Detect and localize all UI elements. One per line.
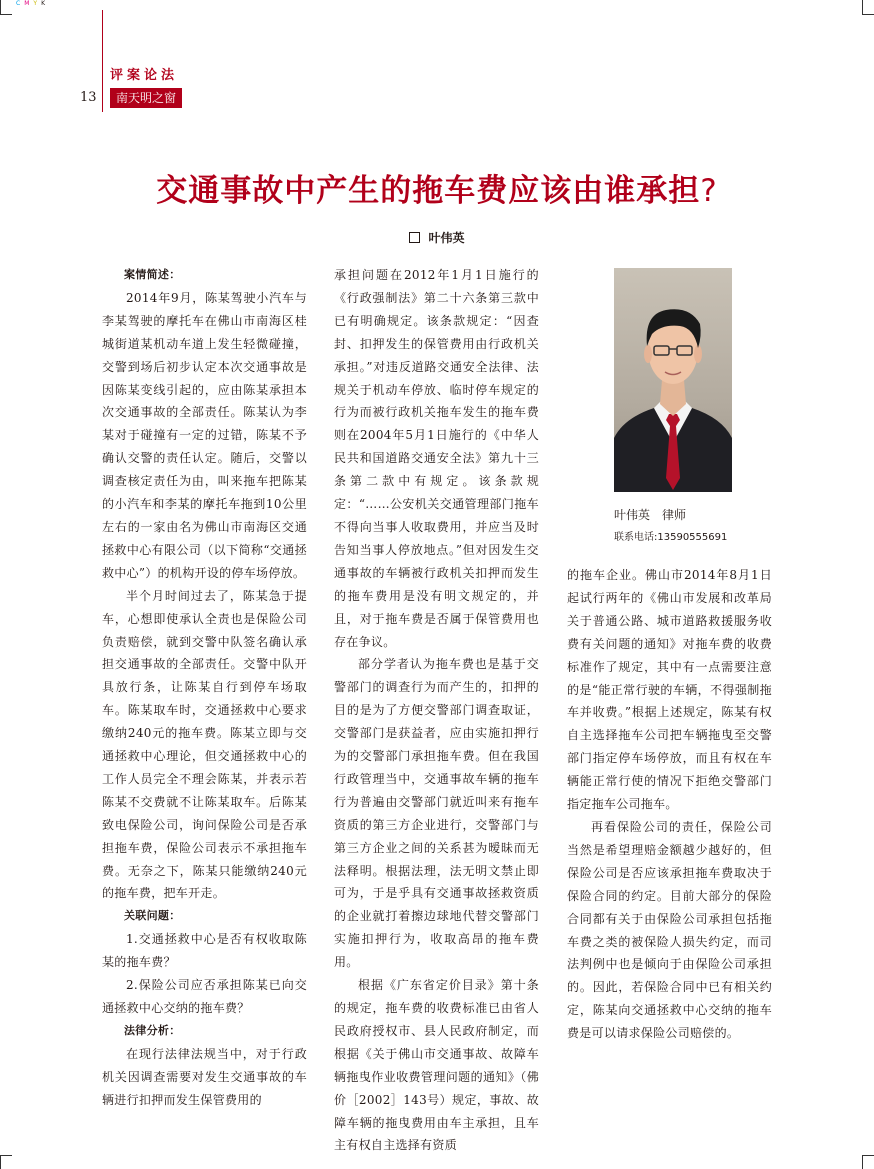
byline bbox=[0, 229, 874, 246]
photo-caption-name: 叶伟英 律师 bbox=[614, 508, 687, 522]
author-portrait-icon bbox=[614, 268, 732, 492]
crop-mark bbox=[0, 1155, 12, 1156]
byline-box-icon bbox=[409, 232, 420, 243]
section-heading: 法律分析： bbox=[124, 1023, 181, 1037]
crop-mark bbox=[862, 1155, 874, 1156]
paragraph: 部分学者认为拖车费也是基于交警部门的调查行为而产生的，扣押的目的是为了方便交警部门调查取证，交警部门是获益者，应由实施扣押行为的交警部门承担拖车费。但在我国行政管理当中，交通事故车辆的拖车行为普遍由交警部门就近叫来有拖车资质的第三方企业进行，交警部门与第三方企业之间的关系甚为暧昧而无法释明。根据法理，法无明文禁止即可为，于是乎具有交通事故拯救资质的企业就打着擦边球地代替交警部门实施扣押行为，收取高昂的拖车费用。 bbox=[334, 657, 539, 970]
paragraph: 1.交通拯救中心是否有权收取陈某的拖车费？ bbox=[102, 932, 307, 970]
byline-author: 叶伟英 bbox=[428, 231, 465, 245]
text-column-2 bbox=[334, 264, 539, 1157]
cmyk-y: Y bbox=[33, 0, 42, 7]
header-rule bbox=[102, 10, 103, 112]
cmyk-m: M bbox=[24, 0, 34, 7]
crop-mark bbox=[862, 0, 863, 14]
crop-mark bbox=[0, 0, 1, 14]
paragraph: 再看保险公司的责任，保险公司当然是希望理赔金额越少越好的，但保险公司是否应该承担拖车费取决于保险合同的约定。目前大部分的保险合同都有关于由保险公司承担包括拖车费之类的被保险人损失约定，而司法判例中也是倾向于由保险公司承担的。因此，若保险合同中已有相关约定，陈某向交通拯救中心交纳的拖车费是可以请求保险公司赔偿的。 bbox=[567, 819, 772, 1041]
paragraph: 2.保险公司应否承担陈某已向交通拯救中心交纳的拖车费？ bbox=[102, 978, 307, 1015]
column-badge: 南天明之窗 bbox=[110, 88, 182, 108]
paragraph: 根据《广东省定价目录》第十条的规定，拖车费的收费标准已由省人民政府授权市、县人民政府制定，而根据《关于佛山市交通事故、故障车辆拖曳作业收费管理问题的通知》（佛价［2002］143号）规定，事故、故障车辆的拖曳费用由车主承担，且车主有权自主选择有资质 bbox=[334, 978, 539, 1153]
title-text: 交通事故中产生的拖车费应该由谁承担 bbox=[156, 173, 701, 209]
paragraph: 半个月时间过去了，陈某急于提车，心想即使承认全责也是保险公司负责赔偿，就到交警中队签名确认承担交通事故的全部责任。交警中队开具放行条，让陈某自行到停车场取车。陈某取车时，交通拯救中心要求缴纳240元的拖车费。陈某立即与交通拯救中心理论，但交通拯救中心的工作人员完全不理会陈某，并表示若陈某不交费就不让陈某取车。后陈某致电保险公司，询问保险公司是否承担拖车费，保险公司表示不承担拖车费。无奈之下，陈某只能缴纳240元的拖车费，把车开走。 bbox=[102, 588, 307, 901]
portrait-illustration bbox=[614, 268, 732, 492]
page-number: 13 bbox=[80, 90, 97, 105]
crop-mark bbox=[0, 14, 12, 15]
paragraph: 2014年9月，陈某驾驶小汽车与李某驾驶的摩托车在佛山市南海区桂城街道某机动车道上发生轻微碰撞，交警到场后初步认定本次交通事故是因陈某变线引起的，应由陈某承担本次交通事故的全部责任。陈某认为李某对于碰撞有一定的过错，陈某不予确认交警的责任认定。随后，交警以调查核定责任为由，叫来拖车把陈某的小汽车和李某的摩托车拖到10公里左右的一家由名为佛山市南海区交通拯救中心有限公司（以下简称“交通拯救中心”）的机构开设的停车场停放。 bbox=[102, 290, 307, 580]
paragraph: 承担问题在2012年1月1日施行的《行政强制法》第二十六条第三款中已有明确规定。该条款规定：“因查封、扣押发生的保管费用由行政机关承担。”对违反道路交通安全法律、法规关于机动车停放、临时停车规定的行为而被行政机关拖车发生的拖车费则在2004年5月1日施行的《中华人民共和国道路交通安全法》第九十三条第二款中有规定。该条款规定：“……公安机关交通管理部门拖车不得向当事人收取费用，并应当及时告知当事人停放地点。”但对因发生交通事故的车辆被行政机关扣押而发生的拖车费用是没有明文规定的，并且，对于拖车费是否属于保管费用也存在争议。 bbox=[334, 268, 539, 649]
cmyk-color-bar bbox=[16, 0, 49, 7]
cmyk-k: K bbox=[41, 0, 49, 7]
section-heading: 案情简述： bbox=[124, 268, 181, 281]
section-heading: 关联问题： bbox=[124, 909, 181, 923]
text-column-1 bbox=[102, 264, 307, 1112]
crop-mark bbox=[0, 1155, 1, 1169]
section-label: 评案论法 bbox=[110, 68, 179, 83]
crop-mark bbox=[862, 1155, 863, 1169]
crop-mark bbox=[862, 14, 874, 15]
article-title bbox=[0, 165, 874, 210]
text-column-3 bbox=[567, 564, 772, 1045]
paragraph: 的拖车企业。佛山市2014年8月1日起试行两年的《佛山市发展和改革局关于普通公路、城市道路救援服务收费有关问题的通知》对拖车费的收费标准作了规定，其中有一点需要注意的是“能正常行驶的车辆，不得强制拖车并收费。”根据上述规定，陈某有权自主选择拖车公司把车辆拖曳至交警部门指定停车场停放，而且有权在车辆能正常行使的情况下拒绝交警部门指定拖车公司拖车。 bbox=[567, 568, 772, 812]
photo-caption-phone: 联系电话:13590555691 bbox=[614, 532, 728, 543]
title-question-mark: ? bbox=[700, 173, 718, 209]
cmyk-c: C bbox=[16, 0, 25, 7]
paragraph: 在现行法律法规当中，对于行政机关因调查需要对发生交通事故的车辆进行扣押而发生保管费用的 bbox=[102, 1046, 307, 1107]
